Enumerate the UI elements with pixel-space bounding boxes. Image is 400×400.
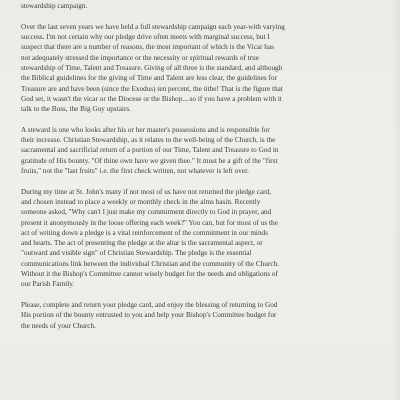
document-body — [21, 0, 387, 341]
text-line: Without it the Bishop's Committee cannot wisely budget for the needs and obligations of — [21, 270, 278, 279]
page-edge-shadow — [392, 0, 400, 400]
text-line: and hearts. The act of presenting the pledge at the altar is the sacramental aspect, or — [21, 239, 263, 248]
paragraph — [21, 0, 387, 12]
text-line: talk to the Boss, the Big Guy upstairs. — [21, 105, 131, 114]
text-line: Treasure are and have been (since the Exodus) ten percent, the tithe! That is the figure that — [21, 84, 283, 93]
paragraph — [21, 187, 387, 290]
text-line: A steward is one who looks after his or her master's possessions and is responsible for — [21, 125, 270, 134]
text-line: success. I'm not certain why our pledge drive often meets with marginal success, but I — [21, 33, 270, 42]
text-line: Please, complete and return your pledge card, and enjoy the blessing of returning to God — [21, 300, 278, 309]
paragraph — [21, 125, 387, 176]
paragraph — [21, 300, 387, 331]
text-line: someone asked, "Why can't I just make my commitment directly to God in prayer, and — [21, 208, 272, 217]
text-line: act of writing down a pledge is a vital reinforcement of the commitment in our minds — [21, 228, 268, 237]
paragraph — [21, 22, 387, 115]
text-line: communications link between the individual Christian and the community of the Church. — [21, 259, 280, 268]
text-line: their increase. Christian Stewardship, as it relates to the well-being of the Church, is the — [21, 136, 276, 145]
text-line: the needs of your Church. — [21, 321, 96, 330]
text-line: not adequately stressed the importance or the necessity or spiritual rewards of true — [21, 53, 259, 62]
text-line: suspect that there are a number of reasons, the most important of which is the Vicar has — [21, 43, 274, 52]
text-line: gratitude of His bounty. "Of thine own have we given thee." It must be a gift of the "first — [21, 156, 278, 165]
text-line: "outward and visible sign" of Christian Stewardship. The pledge is the essential — [21, 249, 252, 258]
text-line: Over the last seven years we have held a full stewardship campaign each year-with varying — [21, 22, 285, 31]
text-line: fruits," not the "last fruits" i.e. the first check written, not whatever is left over. — [21, 167, 249, 176]
text-line: His portion of the bounty entrusted to you and help your Bishop's Committee budget for — [21, 311, 277, 320]
text-line: During my time at St. John's many if not most of us have not returned the pledge card, — [21, 187, 271, 196]
text-line: and chosen instead to place a weekly or monthly check in the alms basin. Recently — [21, 197, 261, 206]
text-line: sacramental and sacrificial return of a portion of our Time, Talent and Treasure to God in — [21, 146, 279, 155]
text-line: stewardship of Time, Talent and Treasure. Giving of all three is the standard, and although — [21, 64, 283, 73]
text-line: our Parish Family. — [21, 280, 75, 289]
text-line: present it anonymously in the loose offering each week?" You can, but for most of us the — [21, 218, 278, 227]
text-line: stewardship campaign. — [21, 2, 88, 11]
text-line: the Biblical guidelines for the giving of Time and Talent are less clear, the guidelines for — [21, 74, 278, 83]
text-line: God set, it wasn't the vicar or the Diocese or the Bishop....so if you have a problem with it — [21, 94, 282, 103]
